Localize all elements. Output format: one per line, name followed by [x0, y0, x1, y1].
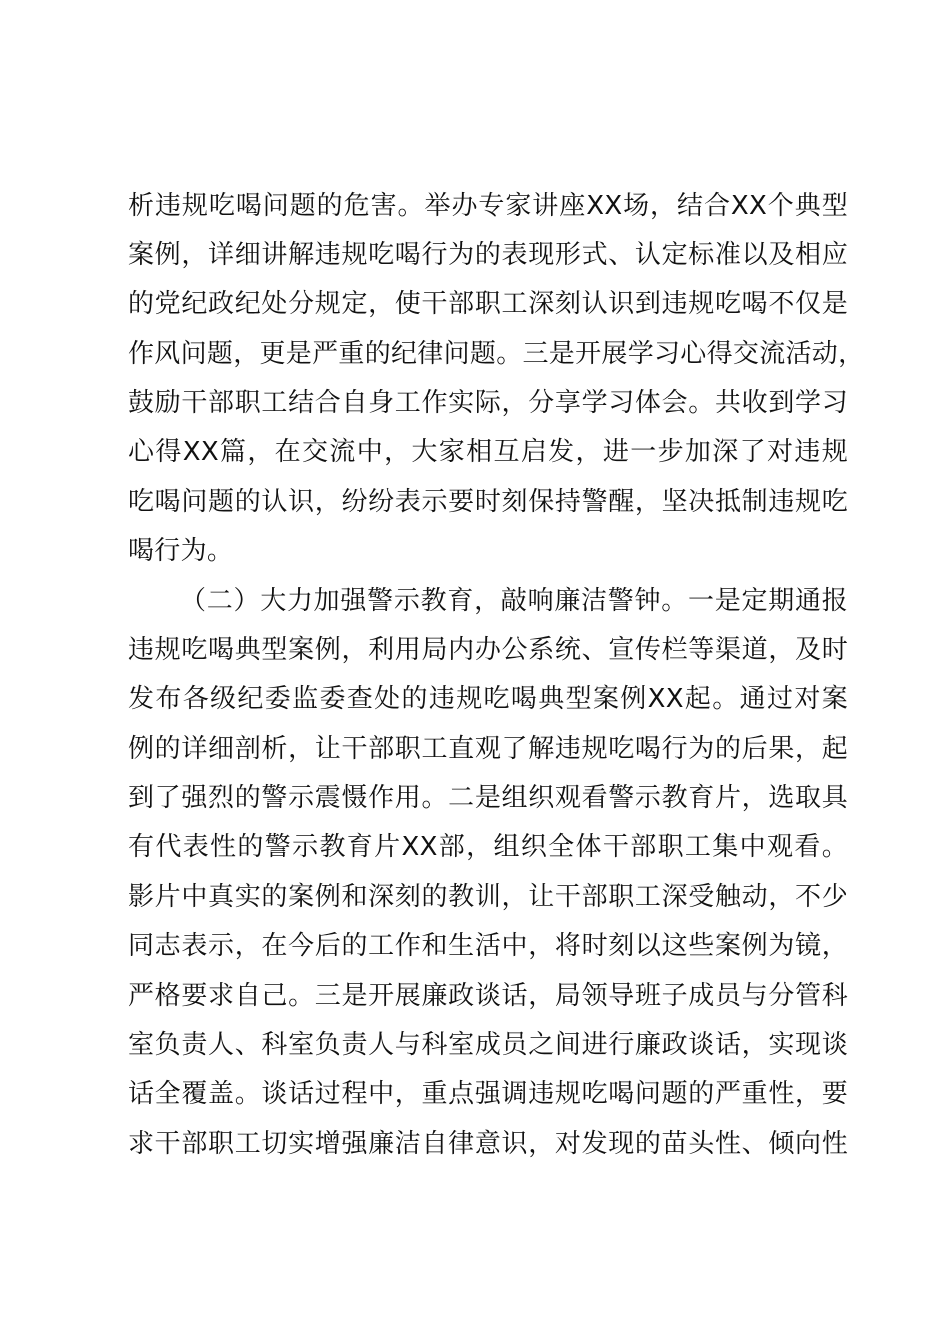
text-line-4: 作风问题，更是严重的纪律问题。三是开展学习心得交流活动，	[128, 339, 865, 369]
text-line-6: 心得XX篇，在交流中，大家相互启发，进一步加深了对违规	[128, 437, 848, 467]
text-line-7: 吃喝问题的认识，纷纷表示要时刻保持警醒，坚决抵制违规吃	[128, 487, 848, 517]
text-line-1: 析违规吃喝问题的危害。举办专家讲座XX场，结合XX个典型	[128, 191, 848, 221]
text-line-3: 的党纪政纪处分规定，使干部职工深刻认识到违规吃喝不仅是	[128, 289, 848, 319]
text-line-8: 喝行为。	[128, 536, 234, 566]
text-line-15: 影片中真实的案例和深刻的教训，让干部职工深受触动，不少	[128, 882, 848, 912]
text-line-5: 鼓励干部职工结合自身工作实际，分享学习体会。共收到学习	[128, 388, 848, 418]
text-line-18: 室负责人、科室负责人与科室成员之间进行廉政谈话，实现谈	[128, 1030, 848, 1060]
section-heading-line: （二）大力加强警示教育，敲响廉洁警钟。一是定期通报	[180, 586, 848, 616]
text-line-20: 求干部职工切实增强廉洁自律意识，对发现的苗头性、倾向性	[128, 1129, 848, 1159]
text-line-16: 同志表示，在今后的工作和生活中，将时刻以这些案例为镜，	[128, 931, 848, 961]
text-line-10: 违规吃喝典型案例，利用局内办公系统、宣传栏等渠道，及时	[128, 635, 848, 665]
text-line-17: 严格要求自己。三是开展廉政谈话，局领导班子成员与分管科	[128, 981, 848, 1011]
text-line-13: 到了强烈的警示震慑作用。二是组织观看警示教育片，选取具	[128, 783, 848, 813]
text-line-11: 发布各级纪委监委查处的违规吃喝典型案例XX起。通过对案	[128, 684, 848, 714]
text-line-14: 有代表性的警示教育片XX部，组织全体干部职工集中观看。	[128, 832, 848, 862]
text-line-19: 话全覆盖。谈话过程中，重点强调违规吃喝问题的严重性，要	[128, 1079, 848, 1109]
text-line-12: 例的详细剖析，让干部职工直观了解违规吃喝行为的后果，起	[128, 734, 848, 764]
text-line-2: 案例，详细讲解违规吃喝行为的表现形式、认定标准以及相应	[128, 240, 848, 270]
